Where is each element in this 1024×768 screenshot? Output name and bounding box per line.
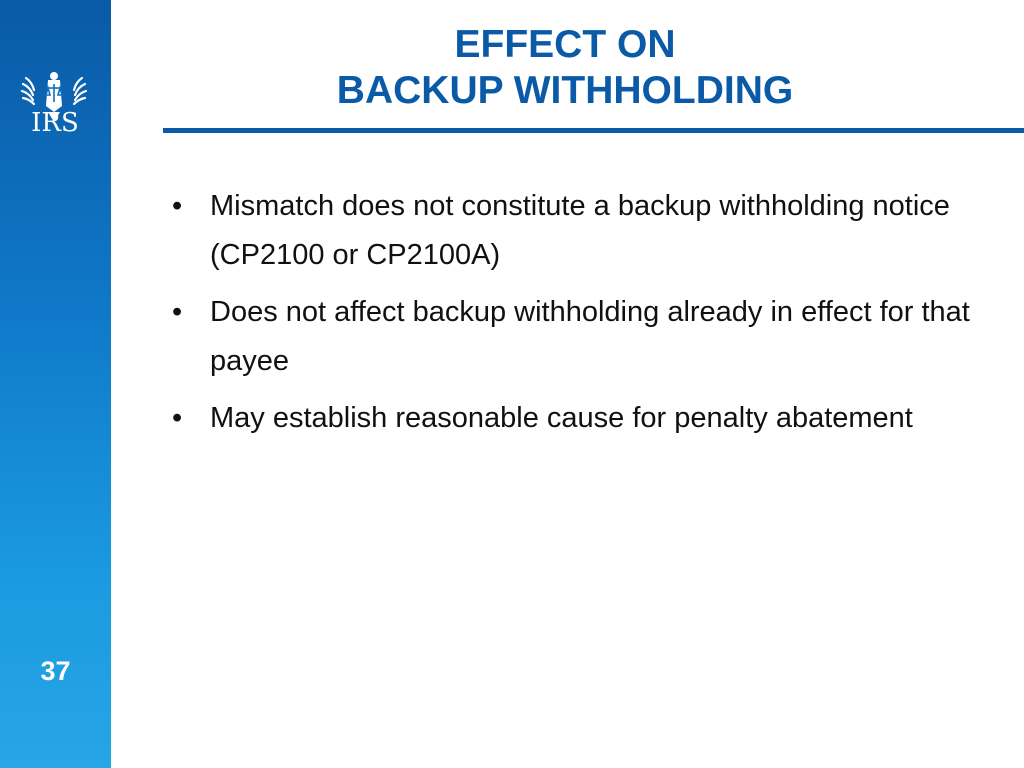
- bullet-marker: •: [172, 296, 183, 328]
- bullet-item: [168, 394, 998, 443]
- logo-wordmark: IRS: [31, 108, 79, 138]
- bullet-list: [168, 182, 998, 451]
- slide-number: 37: [40, 656, 71, 686]
- bullet-marker: •: [172, 402, 183, 434]
- bullet-item: [168, 182, 998, 280]
- slide-title: [165, 22, 965, 114]
- title-line-2: BACKUP WITHHOLDING: [336, 69, 794, 112]
- bullet-marker: •: [172, 190, 183, 222]
- title-divider: [163, 128, 1024, 133]
- bullet-text: Mismatch does not constitute a backup withholding notice (CP2100 or CP2100A): [210, 190, 950, 271]
- bullet-text: May establish reasonable cause for penalty abatement: [210, 402, 913, 434]
- sidebar: [0, 0, 111, 768]
- bullet-text: Does not affect backup withholding already in effect for that payee: [210, 296, 970, 377]
- title-line-1: EFFECT ON: [454, 23, 676, 66]
- bullet-item: [168, 288, 998, 386]
